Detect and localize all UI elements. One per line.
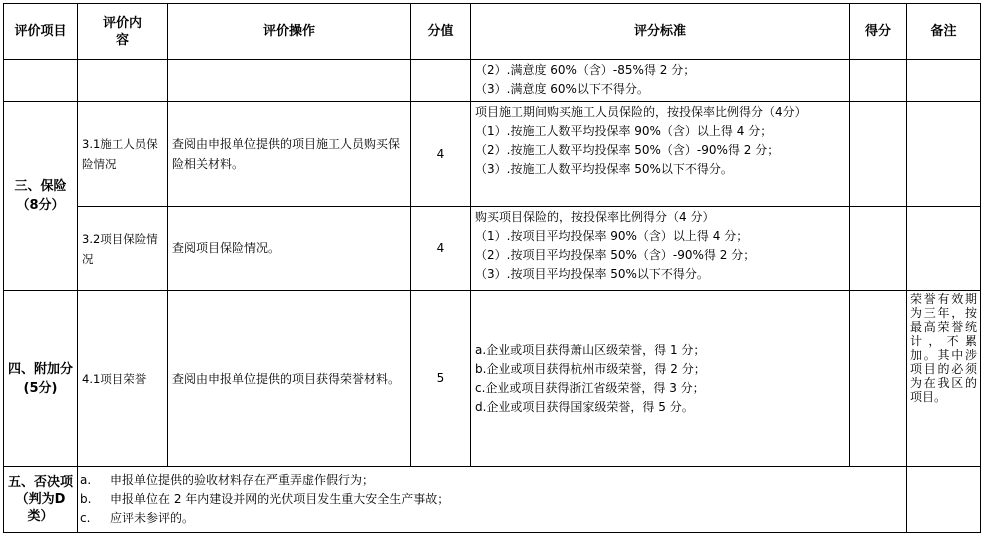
header-row [4, 4, 981, 60]
criteria-cell [471, 291, 850, 467]
criteria-line: （2）.满意度 60%（含）-85%得 2 分； [475, 63, 696, 77]
criteria-line: a.企业或项目获得萧山区级荣誉，得 1 分； [475, 342, 706, 357]
points-cell: 5 [411, 291, 471, 467]
header-remark: 备注 [907, 4, 981, 60]
operation-cell: 查阅项目保险情况。 [168, 207, 411, 291]
criteria-cell [471, 60, 850, 102]
score-cell [850, 102, 907, 207]
remark-cell: 荣誉有效期为三年，按最高荣誉统计，不累加。其中涉项目的必须为在我区的项目。 [907, 291, 981, 467]
remark-cell [907, 467, 981, 533]
veto-item: b. 申报单位在 2 年内建设并网的光伏项目发生重大安全生产事故； [80, 492, 450, 506]
criteria-intro: 购买项目保险的，按投保率比例得分（4 分） [475, 210, 715, 224]
evaluation-table [3, 3, 981, 533]
criteria-line: （3）.按项目平均投保率 50%以下不得分。 [475, 267, 709, 281]
points-cell: 4 [411, 207, 471, 291]
header-points: 分值 [411, 4, 471, 60]
criteria-line: （1）.按施工人数平均投保率 90%（含）以上得 4 分； [475, 124, 773, 138]
score-cell [850, 291, 907, 467]
header-score: 得分 [850, 4, 907, 60]
criteria-line: b.企业或项目获得杭州市级荣誉，得 2 分； [475, 361, 706, 376]
header-item: 评价项目 [4, 4, 78, 60]
score-cell [850, 207, 907, 291]
table-row [4, 291, 981, 467]
table-row [4, 102, 981, 207]
header-criteria: 评分标准 [471, 4, 850, 60]
veto-item: c. 应评未参评的。 [80, 511, 195, 525]
criteria-line: （3）.满意度 60%以下不得分。 [475, 82, 649, 96]
criteria-line: （1）.按项目平均投保率 90%（含）以上得 4 分； [475, 229, 749, 243]
content-cell: 3.1施工人员保险情况 [78, 102, 168, 207]
criteria-intro: 项目施工期间购买施工人员保险的，按投保率比例得分（4分） [475, 105, 807, 119]
criteria-line: d.企业或项目获得国家级荣誉，得 5 分。 [475, 399, 694, 414]
header-content: 评价内容 [78, 4, 168, 60]
criteria-line: （2）.按项目平均投保率 50%（含）-90%得 2 分； [475, 248, 756, 262]
table-row [4, 467, 981, 533]
veto-item: a. 申报单位提供的验收材料存在严重弄虚作假行为； [80, 473, 375, 487]
header-operation: 评价操作 [168, 4, 411, 60]
section-title: 三、保险（8分） [4, 102, 78, 291]
section-title: 五、否决项（判为D类） [4, 467, 78, 533]
criteria-line: （3）.按施工人数平均投保率 50%以下不得分。 [475, 162, 733, 176]
criteria-line: （2）.按施工人数平均投保率 50%（含）-90%得 2 分； [475, 143, 780, 157]
operation-cell: 查阅由申报单位提供的项目施工人员购买保险相关材料。 [168, 102, 411, 207]
criteria-cell [471, 207, 850, 291]
veto-list [78, 467, 907, 533]
criteria-line: c.企业或项目获得浙江省级荣誉，得 3 分； [475, 380, 705, 395]
content-cell: 4.1项目荣誉 [78, 291, 168, 467]
content-cell: 3.2项目保险情况 [78, 207, 168, 291]
table-row [4, 60, 981, 102]
remark-cell [907, 207, 981, 291]
operation-cell: 查阅由申报单位提供的项目获得荣誉材料。 [168, 291, 411, 467]
section-title: 四、附加分(5分) [4, 291, 78, 467]
remark-cell [907, 102, 981, 207]
table-row [4, 207, 981, 291]
criteria-cell [471, 102, 850, 207]
points-cell: 4 [411, 102, 471, 207]
